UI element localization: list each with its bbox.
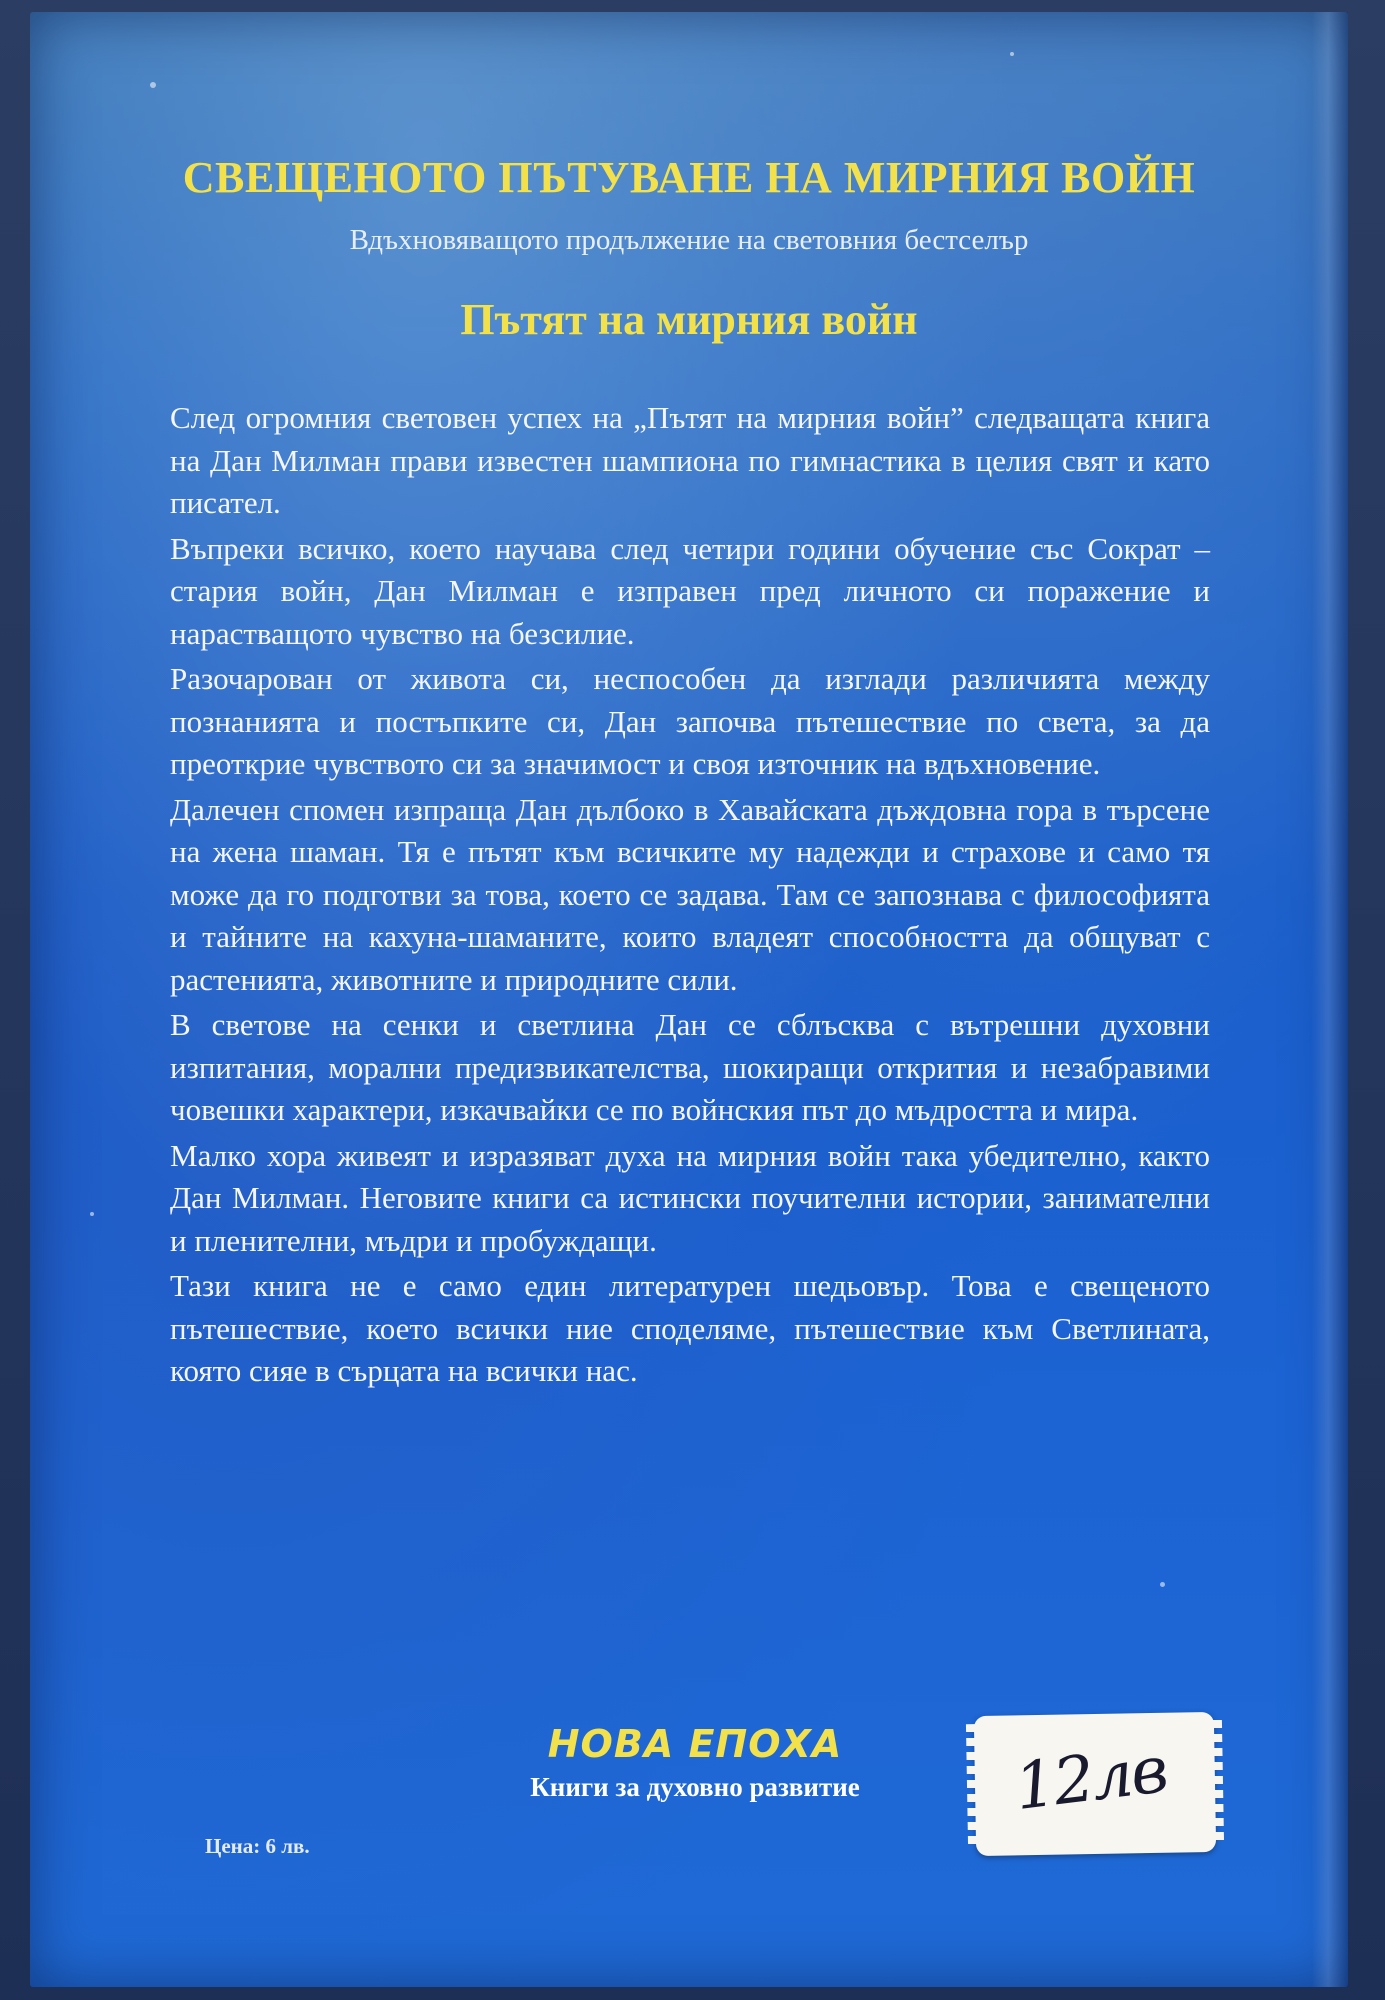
blurb-paragraph: Малко хора живеят и изразяват духа на мирния войн така убедително, както Дан Милман. Неговите книги са истински поучителни истории, занимателни и пленителни, мъдри и пробуждащи. <box>170 1137 1210 1258</box>
publisher-logo: НОВА ЕПОХА <box>547 1722 843 1766</box>
cover-subtitle: Вдъхновяващото продължение на световния бестселър <box>349 224 1029 256</box>
blurb-text <box>170 397 1210 1396</box>
book-reference-title: Пътят на мирния войн <box>460 295 918 344</box>
cover-title: СВЕЩЕНОТО ПЪТУВАНЕ НА МИРНИЯ ВОЙН <box>182 153 1196 202</box>
price-sticker <box>974 1712 1216 1856</box>
blurb-paragraph: Разочарован от живота си, неспособен да изглади различията между познанията и постъпките си, Дан започва пътешествие по света, за да преоткрие чувството си за значимост и своя източник на вдъхновение. <box>170 661 1210 781</box>
book-back-cover <box>30 12 1348 1987</box>
sticker-edge <box>1208 1720 1224 1844</box>
printed-price: Цена: 6 лв. <box>205 1834 310 1858</box>
blurb-paragraph: Далечен спомен изпраща Дан дълбоко в Хавайската дъждовна гора в търсене на жена шаман. Тя е пътят към всичките му надежди и страхове и само тя може да го подготви за това, което се задава. Там се запознава с философията и тайните на кахуна-шаманите, които владеят способността да общуват с растенията, животните и природните сили. <box>170 791 1210 997</box>
blurb-paragraph: Въпреки всичко, което научава след четири години обучение със Сократ – стария войн, Дан Милман е изправен пред личното си поражение и нарастващото чувство на безсилие. <box>170 530 1210 651</box>
blurb-paragraph: Тази книга не е само един литературен шедьовър. Това е свещеното пътешествие, което всички ние споделяме, пътешествие към Светлината, която сияе в сърцата на всички нас. <box>170 1268 1210 1388</box>
sticker-edge <box>966 1724 982 1848</box>
dust-speck <box>90 1212 94 1216</box>
dust-speck <box>1010 52 1014 56</box>
dust-speck <box>150 82 156 88</box>
publisher-tagline: Книги за духовно развитие <box>530 1772 860 1802</box>
dust-speck <box>1160 1582 1165 1587</box>
handwritten-price: 12лв <box>1010 1733 1171 1826</box>
blurb-paragraph: След огромния световен успех на „Пътят на мирния войн” следващата книга на Дан Милман прави известен шампиона по гимнастика в целия свят и като писател. <box>170 400 1210 520</box>
blurb-paragraph: В светове на сенки и светлина Дан се сблъсква с вътрешни духовни изпитания, морални предизвикателства, шокиращи открития и незабравими човешки характери, изкачвайки се по войнския път до мъдростта и мира. <box>170 1007 1210 1127</box>
